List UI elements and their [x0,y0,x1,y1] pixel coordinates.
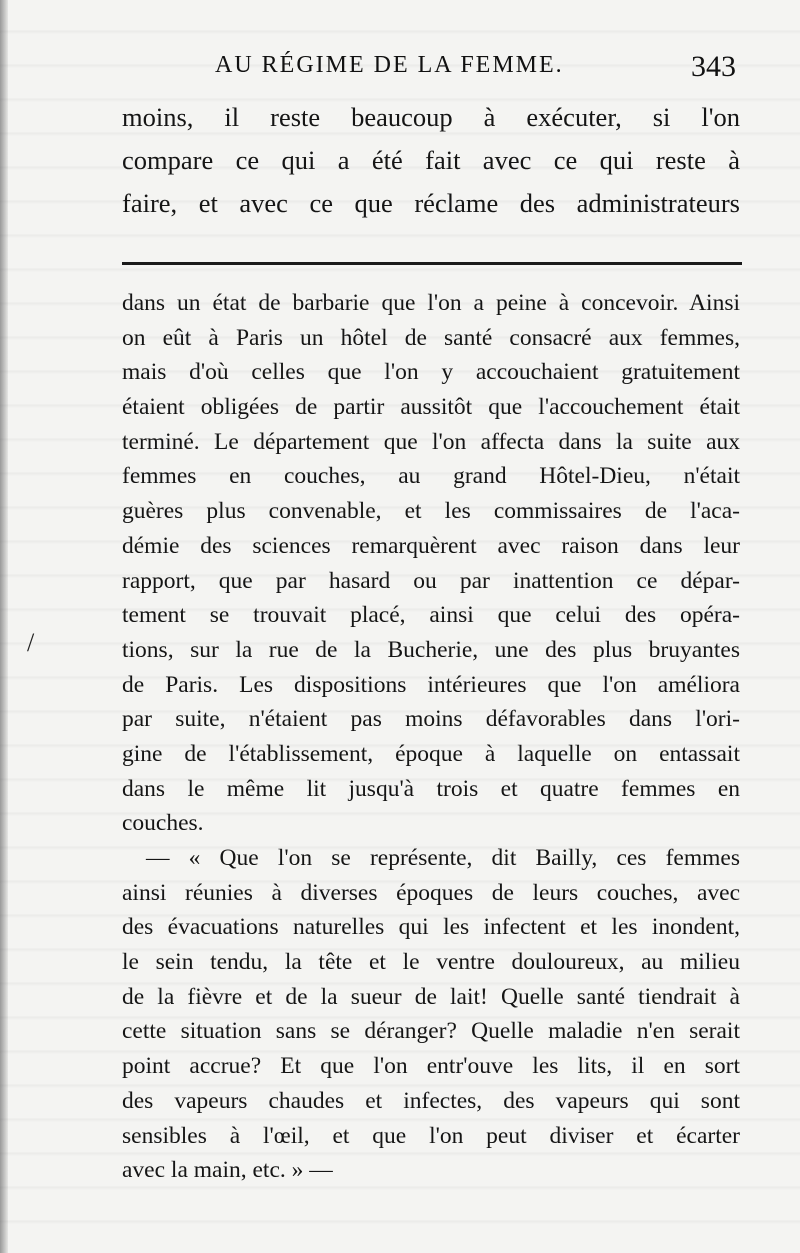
footnote-line: on eût à Paris un hôtel de santé consacré aux femmes, [122,324,740,351]
footnote-line: mais d'où celles que l'on y accouchaient gratuitement [122,359,740,386]
page-number: 343 [691,50,736,83]
footnote-text [122,286,740,1188]
footnote-line: par suite, n'étaient pas moins défavorables dans l'ori- [122,706,740,733]
main-text-line: moins, il reste beaucoup à exécuter, si l'on [122,102,740,132]
footnote-line: dans un état de barbarie que l'on a peine à concevoir. Ainsi [122,290,740,316]
footnote-line: dans le même lit jusqu'à trois et quatre femmes en [122,775,740,802]
footnote-line: cette situation sans se déranger? Quelle maladie n'en serait [122,1018,740,1045]
footnote-divider [122,262,742,265]
footnote-line: sensibles à l'œil, et que l'on peut diviser et écarter [122,1122,740,1149]
footnote-line: de Paris. Les dispositions intérieures que l'on améliora [122,671,740,698]
footnote-line: femmes en couches, au grand Hôtel-Dieu, n'était [122,463,740,490]
main-text-line: faire, et avec ce que réclame des administrateurs [122,188,740,218]
page-edge-shadow [0,0,8,1253]
margin-mark: / [27,628,35,657]
footnote-line: de la fièvre et de la sueur de lait! Quelle santé tiendrait à [122,983,740,1010]
main-text-line: compare ce qui a été fait avec ce qui reste à [122,145,740,175]
footnote-line: ainsi réunies à diverses époques de leurs couches, avec [122,879,740,906]
footnote-line: des vapeurs chaudes et infectes, des vapeurs qui sont [122,1087,740,1114]
footnote-line: guères plus convenable, et les commissaires de l'aca- [122,498,740,525]
main-text [122,96,740,225]
footnote-line: étaient obligées de partir aussitôt que l'accouchement était [122,394,740,421]
footnote-line: terminé. Le département que l'on affecta dans la suite aux [122,428,740,455]
footnote-line: gine de l'établissement, époque à laquelle on entassait [122,740,740,767]
footnote-line: le sein tendu, la tête et le ventre douloureux, au milieu [122,949,740,976]
footnote-line: — « Que l'on se représente, dit Bailly, ces femmes [146,845,740,871]
footnote-line: point accrue? Et que l'on entr'ouve les lits, il en sort [122,1053,740,1080]
footnote-line: rapport, que par hasard ou par inattention ce dépar- [122,567,740,594]
page-header [215,52,775,92]
footnote-line: couches. [122,810,204,837]
footnote-line: tions, sur la rue de la Bucherie, une des plus bruyantes [122,636,740,663]
footnote-line: tement se trouvait placé, ainsi que celui des opéra- [122,602,740,629]
running-head: AU RÉGIME DE LA FEMME. [215,52,564,78]
footnote-line: avec la main, etc. » — [122,1157,333,1184]
footnote-line: démie des sciences remarquèrent avec raison dans leur [122,532,740,559]
footnote-line: des évacuations naturelles qui les infectent et les inondent, [122,914,740,941]
